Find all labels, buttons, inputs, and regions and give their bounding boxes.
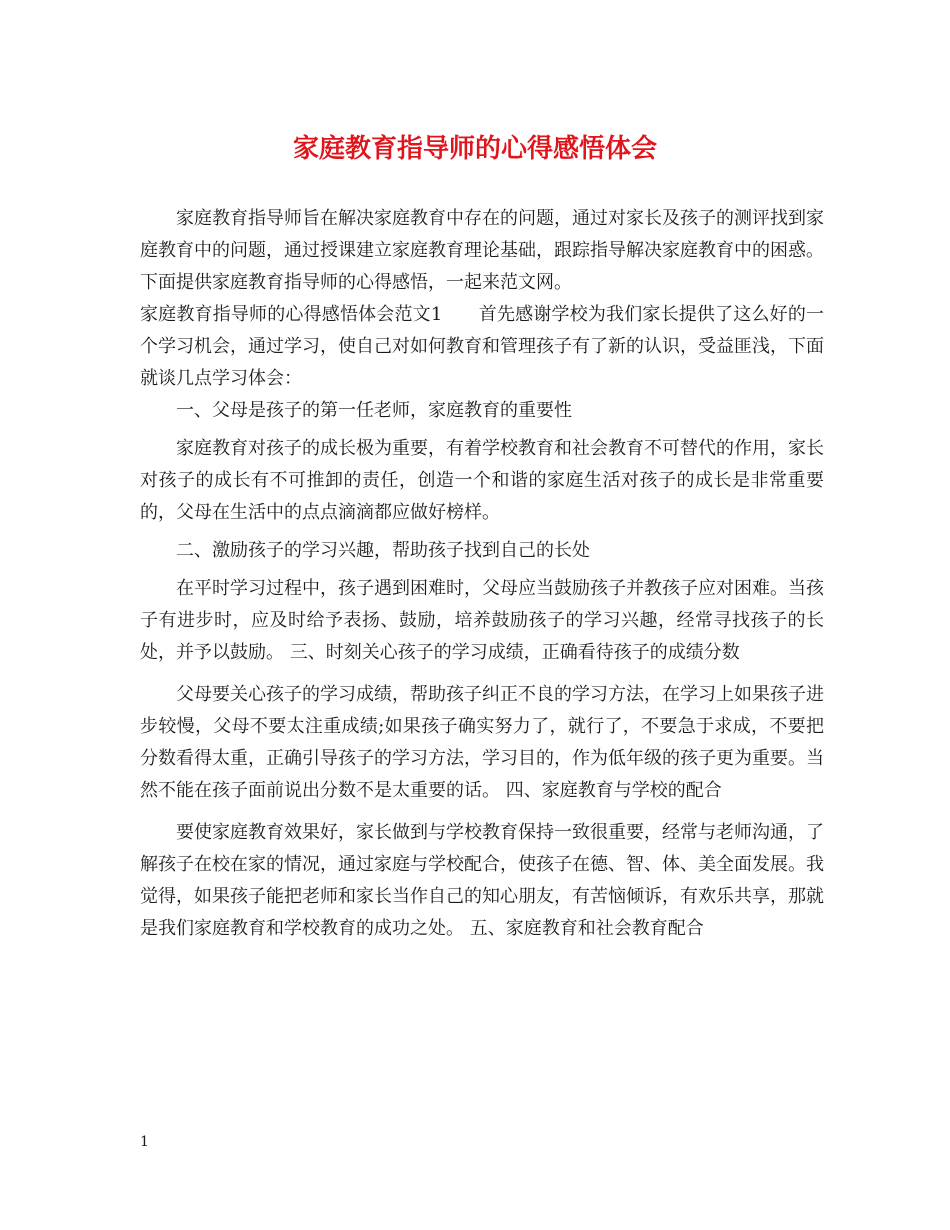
paragraph-section-2-heading: 二、激励孩子的学习兴趣，帮助孩子找到自己的长处 <box>176 540 590 561</box>
paragraph-section-1-body: 家庭教育对孩子的成长极为重要，有着学校教育和社会教育不可替代的作用，家长对孩子的成长有不可推卸的责任，创造一个和谐的家庭生活对孩子的成长是非常重要的，父母在生活中的点点滴滴都应做好榜样。 <box>140 438 824 523</box>
page-number: 1 <box>140 1134 149 1150</box>
paragraph-section-4-body: 要使家庭教育效果好，家长做到与学校教育保持一致很重要，经常与老师沟通，了解孩子在校在家的情况，通过家庭与学校配合，使孩子在德、智、体、美全面发展。我觉得，如果孩子能把老师和家长当作自己的知心朋友，有苦恼倾诉，有欢乐共享，那就是我们家庭教育和学校教育的成功之处。 五、家庭教育和社会教育配合 <box>140 822 824 939</box>
paragraph-section-3-body: 父母要关心孩子的学习成绩，帮助孩子纠正不良的学习方法，在学习上如果孩子进步较慢，父母不要太注重成绩;如果孩子确实努力了，就行了，不要急于求成，不要把分数看得太重，正确引导孩子的学习方法，学习目的，作为低年级的孩子更为重要。当然不能在孩子面前说出分数不是太重要的话。 四、家庭教育与学校的配合 <box>140 684 824 801</box>
paragraph-intro: 家庭教育指导师旨在解决家庭教育中存在的问题，通过对家长及孩子的测评找到家庭教育中的问题，通过授课建立家庭教育理论基础，跟踪指导解决家庭教育中的困惑。下面提供家庭教育指导师的心得感悟，一起来范文网。 <box>140 208 824 293</box>
paragraph-section-2-body: 在平时学习过程中，孩子遇到困难时，父母应当鼓励孩子并教孩子应对困难。当孩子有进步时，应及时给予表扬、鼓励，培养鼓励孩子的学习兴趣，经常寻找孩子的长处，并予以鼓励。 三、时刻关心孩子的学习成绩，正确看待孩子的成绩分数 <box>140 578 824 663</box>
document-title: 家庭教育指导师的心得感悟体会 <box>292 134 657 164</box>
paragraph-sample-heading: 家庭教育指导师的心得感悟体会范文1 首先感谢学校为我们家长提供了这么好的一个学习机会，通过学习，使自己对如何教育和管理孩子有了新的认识，受益匪浅，下面就谈几点学习体会： <box>140 304 824 389</box>
paragraph-section-1-heading: 一、父母是孩子的第一任老师，家庭教育的重要性 <box>176 400 572 421</box>
document-body <box>140 203 824 945</box>
